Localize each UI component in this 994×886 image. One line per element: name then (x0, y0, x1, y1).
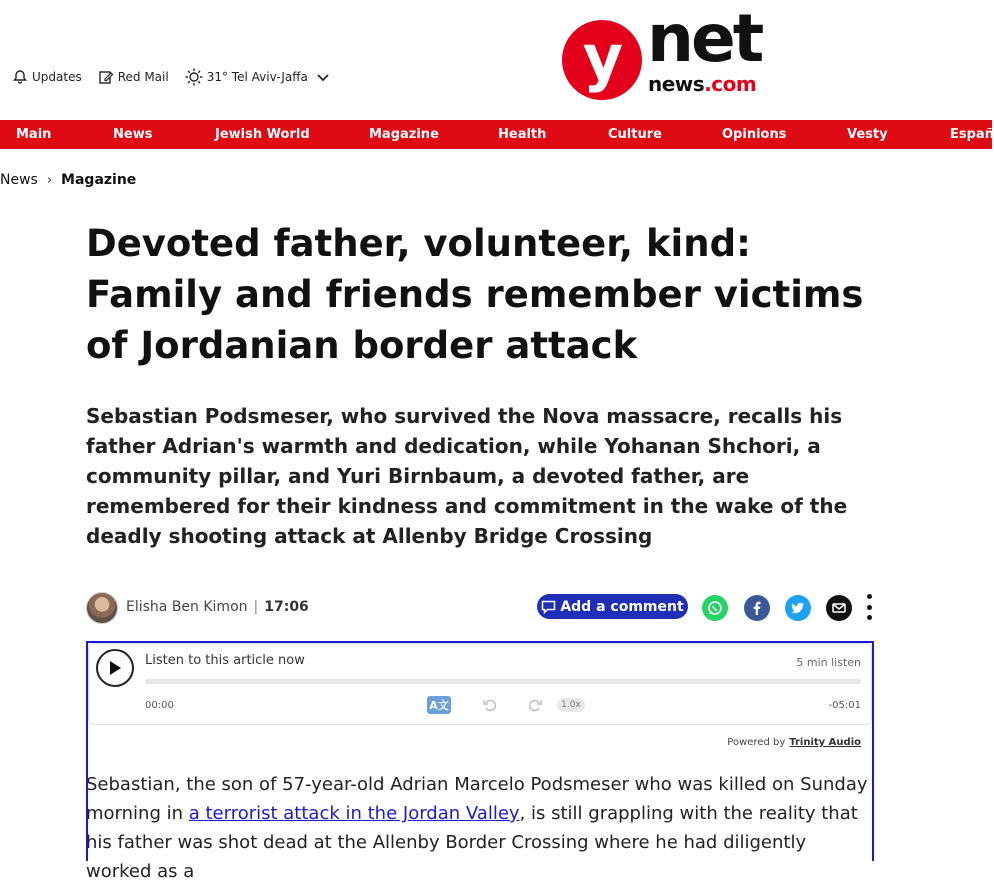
listen-label: Listen to this article now (145, 653, 305, 668)
logo-domain: news.com (648, 72, 757, 96)
breadcrumb-current[interactable]: Magazine (61, 172, 137, 188)
article-inline-link[interactable]: a terrorist attack in the Jordan Valley (188, 803, 520, 824)
body-text-end: , is still grappling with the reality that his father was shot dead at the Allenby Border Crossing where he had diligently worked as a (86, 803, 858, 882)
ynet-logo[interactable] (562, 0, 762, 98)
red-mail-link[interactable] (98, 69, 169, 85)
play-icon (108, 660, 122, 676)
edit-mail-icon (98, 69, 114, 85)
utility-bar (12, 68, 350, 86)
add-comment-label: Add a comment (560, 598, 684, 615)
time-elapsed: 00:00 (145, 700, 174, 711)
translate-icon: A文 (429, 699, 449, 712)
progress-track[interactable] (145, 679, 861, 684)
trinity-audio-link[interactable]: Trinity Audio (789, 737, 861, 748)
breadcrumb-parent[interactable]: News (0, 172, 38, 188)
breadcrumb (0, 172, 136, 188)
translate-button[interactable] (427, 696, 451, 714)
sun-icon (185, 68, 203, 86)
forward-icon (527, 697, 543, 713)
email-share-button[interactable] (826, 595, 852, 621)
body-text-start: Sebastian, the son of 57-year-old Adrian Marcelo Podsmeser who was killed on Sunday morning in (86, 774, 868, 824)
more-options-button[interactable] (864, 594, 874, 620)
facebook-icon (749, 600, 765, 616)
dot-icon (867, 615, 872, 620)
comment-icon (541, 600, 556, 614)
nav-item-culture[interactable]: Culture (608, 127, 662, 142)
audio-player (88, 643, 872, 725)
nav-item-magazine[interactable]: Magazine (369, 127, 439, 142)
play-button[interactable] (96, 649, 134, 687)
nav-item-main[interactable]: Main (16, 127, 52, 142)
author-byline (126, 599, 309, 615)
nav-item-jewish-world[interactable]: Jewish World (215, 127, 310, 142)
main-nav (0, 120, 992, 149)
updates-link[interactable] (12, 69, 82, 85)
article-subtitle: Sebastian Podsmeser, who survived the Nova massacre, recalls his father Adrian's warmth and dedication, while Yohanan Shchori, a community pillar, and Yuri Birnbaum, a devoted father, are remembered for their kindness and commitment in the wake of the deadly shooting attack at Allenby Bridge Crossing (86, 404, 848, 548)
weather-widget[interactable] (185, 68, 334, 86)
time-remaining: -05:01 (828, 700, 861, 711)
nav-item-espanol[interactable]: Españ (950, 127, 994, 142)
logo-y: y (582, 21, 622, 94)
dot-icon (867, 594, 872, 599)
playback-speed-button[interactable]: 1.0x (557, 698, 585, 712)
author-row (86, 592, 876, 624)
mail-icon (831, 600, 847, 616)
nav-item-health[interactable]: Health (498, 127, 547, 142)
byline-separator: | (253, 599, 259, 615)
bell-icon (12, 69, 28, 85)
facebook-share-button[interactable] (744, 595, 770, 621)
rewind-button[interactable] (481, 696, 499, 714)
powered-by (727, 737, 861, 748)
rewind-icon (482, 697, 498, 713)
author-name[interactable]: Elisha Ben Kimon (126, 599, 248, 615)
nav-item-opinions[interactable]: Opinions (722, 127, 787, 142)
chevron-right-icon: › (46, 172, 53, 188)
logo-net: net (647, 0, 762, 77)
dot-icon (867, 605, 872, 610)
chevron-down-icon[interactable] (316, 70, 330, 84)
red-mail-label: Red Mail (117, 70, 169, 84)
nav-item-news[interactable]: News (113, 127, 153, 142)
listen-duration: 5 min listen (796, 656, 861, 669)
twitter-share-button[interactable] (785, 595, 811, 621)
add-comment-button[interactable] (537, 594, 688, 619)
whatsapp-share-button[interactable] (702, 595, 728, 621)
nav-item-vesty[interactable]: Vesty (847, 127, 888, 142)
twitter-icon (790, 600, 806, 616)
updates-label: Updates (32, 70, 82, 84)
publish-time: 17:06 (264, 599, 309, 615)
forward-button[interactable] (526, 696, 544, 714)
author-avatar[interactable] (86, 592, 118, 624)
whatsapp-icon (707, 600, 723, 616)
weather-label: 31° Tel Aviv-Jaffa (206, 70, 308, 84)
powered-by-label: Powered by (727, 737, 786, 748)
article-headline: Devoted father, volunteer, kind: Family and friends remember victims of Jordanian border attack (86, 222, 864, 367)
article-body-paragraph (86, 770, 876, 886)
logo-circle (562, 20, 642, 100)
